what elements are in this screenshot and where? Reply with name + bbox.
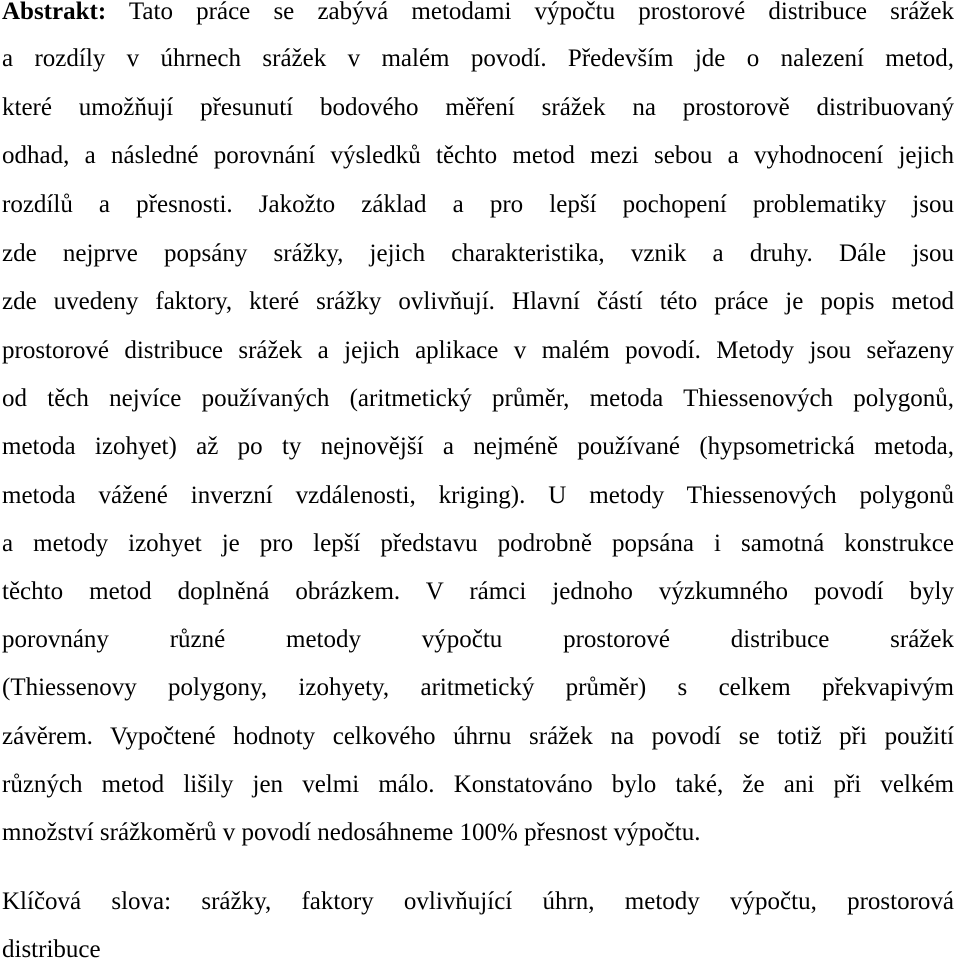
abstract-line: a rozdíly v úhrnech srážek v malém povodí. Především jde o nalezení metod, [2, 45, 954, 72]
abstract-line: (Thiessenovy polygony, izohyety, aritmetický průměr) s celkem překvapivým [2, 674, 954, 701]
abstract-line: metoda izohyet) až po ty nejnovější a nejméně používané (hypsometrická metoda, [2, 433, 954, 460]
abstract-line: množství srážkoměrů v povodí nedosáhneme 100% přesnost výpočtu. [2, 819, 701, 846]
keywords-line: distribuce [2, 936, 101, 963]
abstract-line: zde uvedeny faktory, které srážky ovlivňují. Hlavní částí této práce je popis metod [2, 288, 954, 315]
abstract-line-text: Tato práce se zabývá metodami výpočtu prostorové distribuce srážek [128, 0, 954, 25]
keywords-line: Klíčová slova: srážky, faktory ovlivňující úhrn, metody výpočtu, prostorová [2, 888, 954, 915]
abstract-line: prostorové distribuce srážek a jejich aplikace v malém povodí. Metody jsou seřazeny [2, 337, 954, 364]
abstract-line: zde nejprve popsány srážky, jejich charakteristika, vznik a druhy. Dále jsou [2, 240, 954, 267]
abstract-line: které umožňují přesunutí bodového měření srážek na prostorově distribuovaný [2, 94, 954, 121]
abstract-line: závěrem. Vypočtené hodnoty celkového úhrnu srážek na povodí se totiž při použití [2, 723, 954, 750]
abstract-line: různých metod lišily jen velmi málo. Konstatováno bylo také, že ani při velkém [2, 771, 954, 798]
abstract-line: těchto metod doplněná obrázkem. V rámci jednoho výzkumného povodí byly [2, 578, 954, 605]
abstract-line: odhad, a následné porovnání výsledků těchto metod mezi sebou a vyhodnocení jejich [2, 142, 954, 169]
abstract-line [2, 0, 954, 27]
abstract-line: od těch nejvíce používaných (aritmetický průměr, metoda Thiessenových polygonů, [2, 385, 954, 412]
abstract-line: metoda vážené inverzní vzdálenosti, kriging). U metody Thiessenových polygonů [2, 482, 954, 509]
abstract-label: Abstrakt: [2, 0, 107, 25]
abstract-line: porovnány různé metody výpočtu prostorové distribuce srážek [2, 626, 954, 653]
abstract-line: rozdílů a přesnosti. Jakožto základ a pro lepší pochopení problematiky jsou [2, 191, 954, 218]
abstract-line: a metody izohyet je pro lepší představu podrobně popsána i samotná konstrukce [2, 530, 954, 557]
